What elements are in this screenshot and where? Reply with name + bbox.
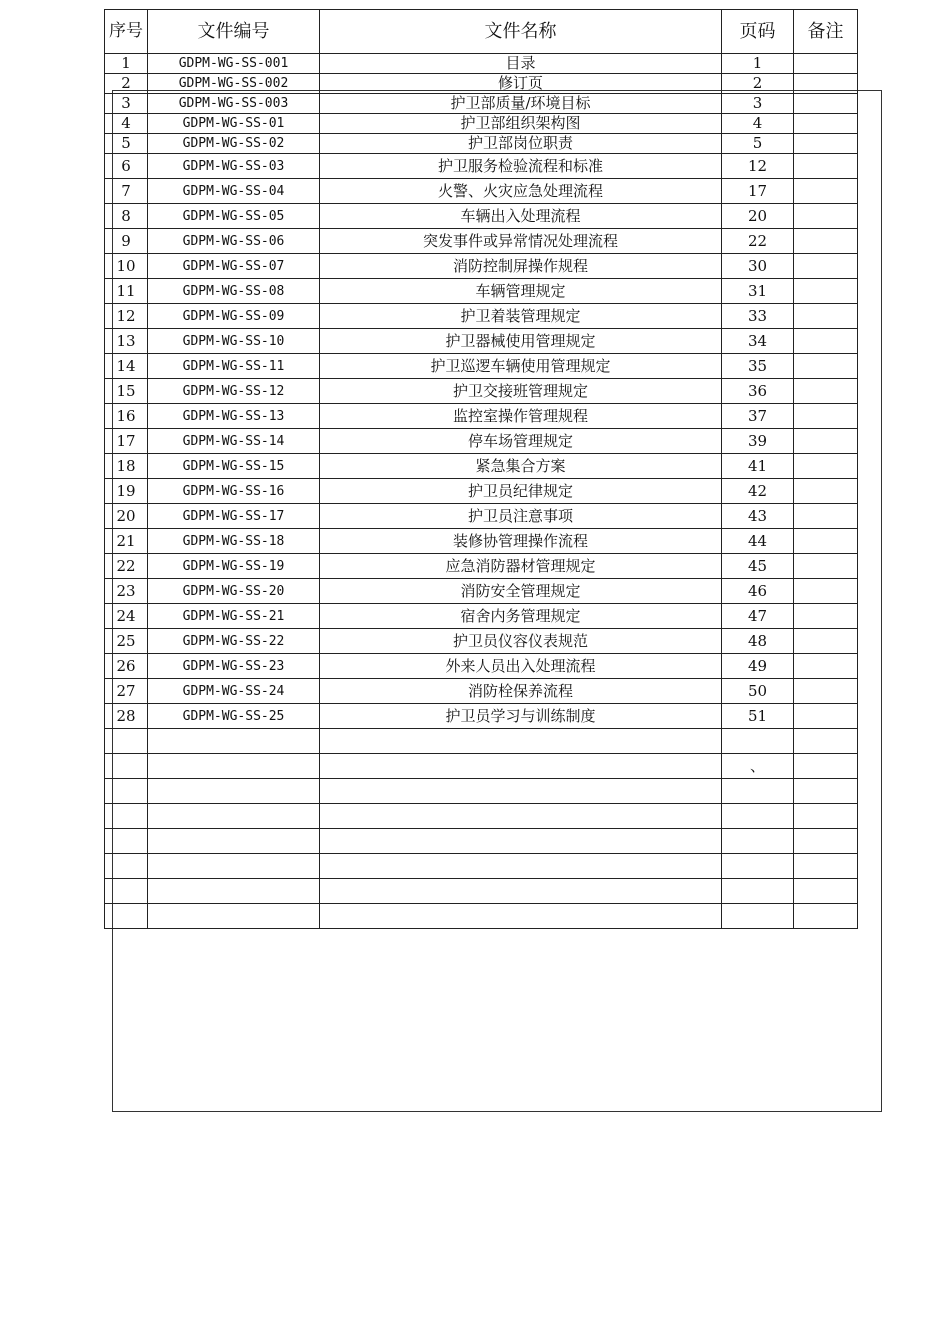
cell-seq: 2 (105, 74, 148, 94)
table-row (105, 904, 858, 929)
cell-seq (105, 729, 148, 754)
header-page: 页码 (722, 10, 794, 54)
cell-seq: 16 (105, 404, 148, 429)
table-row (105, 529, 858, 554)
cell-note (794, 94, 858, 114)
cell-code: GDPM-WG-SS-20 (148, 579, 320, 604)
cell-page: 12 (722, 154, 794, 179)
table-row (105, 629, 858, 654)
cell-note (794, 904, 858, 929)
cell-seq: 3 (105, 94, 148, 114)
table-row (105, 779, 858, 804)
table-row (105, 879, 858, 904)
table-row (105, 804, 858, 829)
cell-seq: 10 (105, 254, 148, 279)
table-row (105, 404, 858, 429)
cell-name: 修订页 (320, 74, 722, 94)
cell-page: 48 (722, 629, 794, 654)
cell-page: 36 (722, 379, 794, 404)
table-row (105, 504, 858, 529)
cell-note (794, 654, 858, 679)
cell-page: 1 (722, 54, 794, 74)
cell-name: 停车场管理规定 (320, 429, 722, 454)
table-body (105, 54, 858, 929)
table-row (105, 679, 858, 704)
cell-code (148, 829, 320, 854)
cell-name: 消防控制屏操作规程 (320, 254, 722, 279)
cell-seq: 7 (105, 179, 148, 204)
cell-note (794, 379, 858, 404)
cell-code: GDPM-WG-SS-21 (148, 604, 320, 629)
table-row (105, 229, 858, 254)
cell-code (148, 879, 320, 904)
table-row (105, 854, 858, 879)
cell-note (794, 429, 858, 454)
cell-name: 护卫服务检验流程和标准 (320, 154, 722, 179)
table-row (105, 729, 858, 754)
cell-page: 43 (722, 504, 794, 529)
cell-seq: 25 (105, 629, 148, 654)
cell-code: GDPM-WG-SS-23 (148, 654, 320, 679)
cell-name (320, 829, 722, 854)
cell-page: 34 (722, 329, 794, 354)
cell-seq: 21 (105, 529, 148, 554)
cell-seq: 11 (105, 279, 148, 304)
cell-note (794, 279, 858, 304)
cell-name: 护卫部组织架构图 (320, 114, 722, 134)
cell-code: GDPM-WG-SS-003 (148, 94, 320, 114)
cell-code: GDPM-WG-SS-25 (148, 704, 320, 729)
cell-code: GDPM-WG-SS-09 (148, 304, 320, 329)
cell-seq: 28 (105, 704, 148, 729)
cell-note (794, 454, 858, 479)
cell-code: GDPM-WG-SS-01 (148, 114, 320, 134)
cell-seq: 18 (105, 454, 148, 479)
cell-code: GDPM-WG-SS-001 (148, 54, 320, 74)
cell-note (794, 229, 858, 254)
header-name: 文件名称 (320, 10, 722, 54)
cell-note (794, 729, 858, 754)
cell-name (320, 754, 722, 779)
cell-page: 45 (722, 554, 794, 579)
cell-code: GDPM-WG-SS-03 (148, 154, 320, 179)
cell-name: 突发事件或异常情况处理流程 (320, 229, 722, 254)
cell-note (794, 529, 858, 554)
header-code: 文件编号 (148, 10, 320, 54)
table-row (105, 114, 858, 134)
cell-note (794, 479, 858, 504)
cell-name: 护卫着装管理规定 (320, 304, 722, 329)
cell-code: GDPM-WG-SS-08 (148, 279, 320, 304)
cell-seq (105, 879, 148, 904)
cell-code: GDPM-WG-SS-002 (148, 74, 320, 94)
cell-code: GDPM-WG-SS-22 (148, 629, 320, 654)
cell-note (794, 404, 858, 429)
cell-page: 35 (722, 354, 794, 379)
cell-page: 33 (722, 304, 794, 329)
cell-seq (105, 854, 148, 879)
cell-page: 51 (722, 704, 794, 729)
cell-name (320, 779, 722, 804)
cell-page: 、 (722, 754, 794, 779)
table-row (105, 554, 858, 579)
cell-name: 宿舍内务管理规定 (320, 604, 722, 629)
cell-page: 46 (722, 579, 794, 604)
cell-seq: 24 (105, 604, 148, 629)
cell-page: 17 (722, 179, 794, 204)
cell-code (148, 854, 320, 879)
cell-seq: 9 (105, 229, 148, 254)
table-row (105, 154, 858, 179)
cell-name (320, 879, 722, 904)
cell-page: 50 (722, 679, 794, 704)
table-row (105, 354, 858, 379)
table-row (105, 279, 858, 304)
cell-name: 护卫员纪律规定 (320, 479, 722, 504)
cell-code (148, 904, 320, 929)
cell-name (320, 904, 722, 929)
cell-note (794, 854, 858, 879)
cell-name: 监控室操作管理规程 (320, 404, 722, 429)
cell-page: 42 (722, 479, 794, 504)
cell-seq (105, 904, 148, 929)
cell-seq (105, 779, 148, 804)
cell-code: GDPM-WG-SS-05 (148, 204, 320, 229)
cell-code: GDPM-WG-SS-06 (148, 229, 320, 254)
cell-name: 护卫器械使用管理规定 (320, 329, 722, 354)
table-row (105, 74, 858, 94)
cell-note (794, 754, 858, 779)
cell-name: 消防栓保养流程 (320, 679, 722, 704)
cell-name (320, 854, 722, 879)
cell-name: 护卫部岗位职责 (320, 134, 722, 154)
cell-page: 39 (722, 429, 794, 454)
cell-name: 护卫交接班管理规定 (320, 379, 722, 404)
cell-name: 护卫部质量/环境目标 (320, 94, 722, 114)
cell-name: 护卫员学习与训练制度 (320, 704, 722, 729)
table-row (105, 204, 858, 229)
table-row (105, 579, 858, 604)
cell-name: 外来人员出入处理流程 (320, 654, 722, 679)
cell-code: GDPM-WG-SS-13 (148, 404, 320, 429)
cell-page: 5 (722, 134, 794, 154)
cell-seq: 12 (105, 304, 148, 329)
cell-seq: 23 (105, 579, 148, 604)
table-row (105, 704, 858, 729)
cell-page (722, 829, 794, 854)
cell-code: GDPM-WG-SS-19 (148, 554, 320, 579)
cell-code: GDPM-WG-SS-12 (148, 379, 320, 404)
cell-page (722, 904, 794, 929)
cell-code (148, 754, 320, 779)
cell-page: 2 (722, 74, 794, 94)
table-row (105, 654, 858, 679)
cell-page: 3 (722, 94, 794, 114)
cell-seq: 15 (105, 379, 148, 404)
cell-seq: 5 (105, 134, 148, 154)
cell-code: GDPM-WG-SS-18 (148, 529, 320, 554)
cell-seq: 13 (105, 329, 148, 354)
cell-page: 44 (722, 529, 794, 554)
table-row (105, 604, 858, 629)
cell-note (794, 679, 858, 704)
cell-page (722, 879, 794, 904)
cell-page: 22 (722, 229, 794, 254)
table-row (105, 54, 858, 74)
cell-note (794, 74, 858, 94)
table-row (105, 754, 858, 779)
cell-seq (105, 829, 148, 854)
cell-seq: 19 (105, 479, 148, 504)
cell-seq: 27 (105, 679, 148, 704)
cell-seq: 26 (105, 654, 148, 679)
cell-seq (105, 804, 148, 829)
cell-page: 31 (722, 279, 794, 304)
cell-page (722, 779, 794, 804)
cell-page: 49 (722, 654, 794, 679)
table-row (105, 479, 858, 504)
cell-page: 4 (722, 114, 794, 134)
cell-note (794, 114, 858, 134)
cell-note (794, 254, 858, 279)
cell-name: 护卫员仪容仪表规范 (320, 629, 722, 654)
cell-page (722, 854, 794, 879)
cell-note (794, 179, 858, 204)
cell-seq: 4 (105, 114, 148, 134)
table-row (105, 134, 858, 154)
cell-seq: 6 (105, 154, 148, 179)
cell-page: 37 (722, 404, 794, 429)
table-row (105, 179, 858, 204)
cell-seq: 20 (105, 504, 148, 529)
header-note: 备注 (794, 10, 858, 54)
cell-code: GDPM-WG-SS-15 (148, 454, 320, 479)
cell-note (794, 304, 858, 329)
cell-page: 30 (722, 254, 794, 279)
cell-note (794, 154, 858, 179)
cell-name: 护卫巡逻车辆使用管理规定 (320, 354, 722, 379)
cell-code: GDPM-WG-SS-11 (148, 354, 320, 379)
cell-code (148, 779, 320, 804)
cell-seq: 17 (105, 429, 148, 454)
header-seq: 序号 (105, 10, 148, 54)
cell-code: GDPM-WG-SS-10 (148, 329, 320, 354)
cell-code: GDPM-WG-SS-24 (148, 679, 320, 704)
cell-page: 20 (722, 204, 794, 229)
cell-code: GDPM-WG-SS-07 (148, 254, 320, 279)
cell-note (794, 554, 858, 579)
cell-code (148, 804, 320, 829)
table-row (105, 94, 858, 114)
cell-note (794, 329, 858, 354)
cell-note (794, 704, 858, 729)
cell-name (320, 804, 722, 829)
cell-page: 47 (722, 604, 794, 629)
cell-note (794, 829, 858, 854)
document-index-table (104, 9, 858, 929)
cell-name: 装修协管理操作流程 (320, 529, 722, 554)
cell-page (722, 729, 794, 754)
cell-code: GDPM-WG-SS-17 (148, 504, 320, 529)
table-header-row (105, 10, 858, 54)
cell-name: 护卫员注意事项 (320, 504, 722, 529)
cell-name: 车辆管理规定 (320, 279, 722, 304)
cell-seq: 22 (105, 554, 148, 579)
cell-name: 紧急集合方案 (320, 454, 722, 479)
cell-code: GDPM-WG-SS-02 (148, 134, 320, 154)
cell-seq: 8 (105, 204, 148, 229)
cell-code (148, 729, 320, 754)
cell-page: 41 (722, 454, 794, 479)
table-row (105, 454, 858, 479)
cell-note (794, 204, 858, 229)
cell-note (794, 54, 858, 74)
cell-code: GDPM-WG-SS-14 (148, 429, 320, 454)
cell-code: GDPM-WG-SS-16 (148, 479, 320, 504)
cell-note (794, 504, 858, 529)
cell-note (794, 629, 858, 654)
table-row (105, 379, 858, 404)
cell-name: 应急消防器材管理规定 (320, 554, 722, 579)
cell-note (794, 579, 858, 604)
table-row (105, 254, 858, 279)
cell-name: 消防安全管理规定 (320, 579, 722, 604)
table-row (105, 329, 858, 354)
cell-note (794, 879, 858, 904)
cell-name: 火警、火灾应急处理流程 (320, 179, 722, 204)
cell-note (794, 804, 858, 829)
cell-name (320, 729, 722, 754)
cell-seq (105, 754, 148, 779)
table-row (105, 829, 858, 854)
cell-name: 目录 (320, 54, 722, 74)
table-row (105, 304, 858, 329)
cell-code: GDPM-WG-SS-04 (148, 179, 320, 204)
cell-note (794, 354, 858, 379)
cell-seq: 1 (105, 54, 148, 74)
cell-page (722, 804, 794, 829)
table-row (105, 429, 858, 454)
cell-note (794, 779, 858, 804)
cell-note (794, 134, 858, 154)
cell-name: 车辆出入处理流程 (320, 204, 722, 229)
cell-seq: 14 (105, 354, 148, 379)
cell-note (794, 604, 858, 629)
